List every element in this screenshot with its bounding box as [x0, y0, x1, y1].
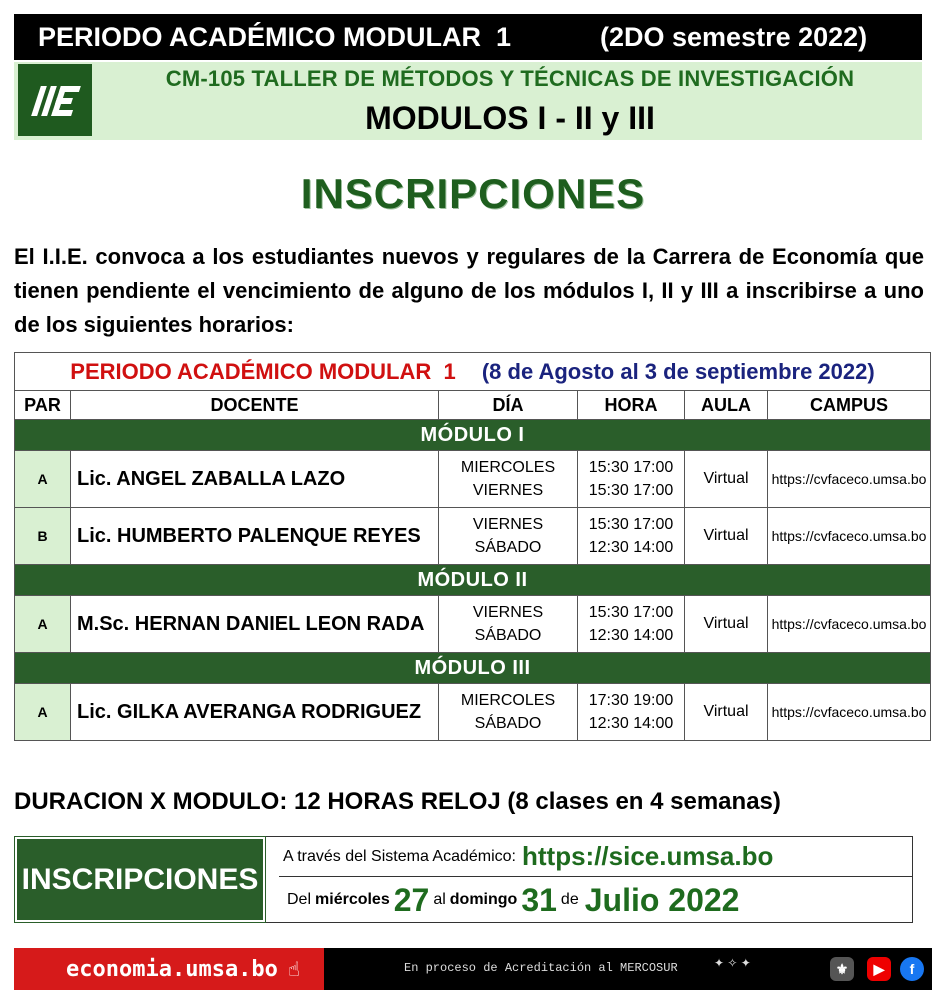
inscriptions-dates	[279, 878, 912, 922]
youtube-icon[interactable]: ▶	[867, 957, 891, 981]
intro-paragraph: El I.I.E. convoca a los estudiantes nuevos y regulares de la Carrera de Economía que tienen pendiente el vencimiento de alguno de los módulos I, II y III a inscribirse a uno de los siguientes horarios:	[14, 244, 924, 337]
docente-cell: Lic. ANGEL ZABALLA LAZO	[71, 451, 439, 508]
crest-icon: ⚜	[830, 957, 854, 981]
inscriptions-via	[279, 837, 912, 877]
col-header-campus: CAMPUS	[768, 391, 931, 420]
docente-cell: M.Sc. HERNAN DANIEL LEON RADA	[71, 596, 439, 653]
hora-1: 17:30 19:00	[588, 692, 674, 709]
via-text: A través del Sistema Académico:	[283, 847, 516, 865]
hora-cell	[578, 684, 685, 741]
module-row	[15, 420, 931, 451]
module-row	[15, 565, 931, 596]
dia-cell	[439, 508, 578, 565]
course-title: CM-105 TALLER DE MÉTODOS Y TÉCNICAS DE INVESTIGACIÓN	[165, 66, 855, 91]
campus-link[interactable]: https://cvfaceco.umsa.bo	[768, 684, 931, 741]
dia-1: VIERNES	[472, 516, 544, 533]
stars-icon: ✦ ✧ ✦	[714, 956, 751, 970]
month-year: Julio 2022	[584, 881, 740, 918]
footer	[14, 948, 932, 990]
day1-number: 27	[393, 881, 430, 918]
dia-1: VIERNES	[472, 604, 544, 621]
dia-cell	[439, 596, 578, 653]
campus-link[interactable]: https://cvfaceco.umsa.bo	[768, 451, 931, 508]
header-row	[15, 391, 931, 420]
campus-link[interactable]: https://cvfaceco.umsa.bo	[768, 596, 931, 653]
col-header-par: PAR	[15, 391, 71, 420]
hora-2: 12:30 14:00	[588, 627, 674, 644]
campus-link[interactable]: https://cvfaceco.umsa.bo	[768, 508, 931, 565]
docente-cell: Lic. GILKA AVERANGA RODRIGUEZ	[71, 684, 439, 741]
aula-cell: Virtual	[685, 596, 768, 653]
par-cell: A	[15, 451, 71, 508]
hora-2: 15:30 17:00	[588, 482, 674, 499]
hora-cell	[578, 508, 685, 565]
iie-logo-icon	[18, 64, 92, 136]
dia-2: SÁBADO	[474, 539, 542, 556]
dia-cell	[439, 684, 578, 741]
aula-cell: Virtual	[685, 451, 768, 508]
hora-cell	[578, 451, 685, 508]
hora-1: 15:30 17:00	[588, 604, 674, 621]
table-row	[15, 451, 931, 508]
day2-number: 31	[521, 881, 557, 918]
col-header-docente: DOCENTE	[71, 391, 439, 420]
de-text: de	[560, 891, 579, 908]
hora-2: 12:30 14:00	[588, 715, 674, 732]
col-header-dia: DÍA	[439, 391, 578, 420]
hora-cell	[578, 596, 685, 653]
footer-site-link[interactable]	[14, 948, 324, 990]
dia-cell	[439, 451, 578, 508]
par-cell: B	[15, 508, 71, 565]
col-header-hora: HORA	[578, 391, 685, 420]
del-text: Del	[287, 891, 312, 908]
sice-link[interactable]: https://sice.umsa.bo	[522, 841, 774, 871]
inscriptions-box	[14, 836, 913, 923]
hora-1: 15:30 17:00	[588, 459, 674, 476]
module-row	[15, 653, 931, 684]
course-header	[14, 62, 922, 140]
schedule-table	[14, 352, 931, 741]
footer-site-text: economia.umsa.bo	[66, 956, 278, 982]
module-title: MÓDULO III	[15, 653, 931, 684]
table-row	[15, 596, 931, 653]
modules-title: MODULOS I - II y III	[365, 100, 655, 136]
table-row	[15, 684, 931, 741]
duration-text: DURACION X MODULO: 12 HORAS RELOJ (8 clases en 4 semanas)	[14, 788, 781, 815]
footer-note: En proceso de Acreditación al MERCOSUR	[404, 961, 678, 975]
period-cell	[15, 353, 931, 391]
banner-period: PERIODO ACADÉMICO MODULAR 1	[38, 21, 512, 52]
par-cell: A	[15, 596, 71, 653]
hora-1: 15:30 17:00	[588, 516, 674, 533]
hand-pointer-icon: ☝	[287, 957, 300, 981]
dia-2: VIERNES	[472, 482, 544, 499]
top-banner	[14, 14, 922, 60]
period-row	[15, 353, 931, 391]
facebook-icon[interactable]: f	[900, 957, 924, 981]
col-header-aula: AULA	[685, 391, 768, 420]
period-label: PERIODO ACADÉMICO MODULAR 1	[70, 358, 456, 384]
table-row	[15, 508, 931, 565]
dia-1: MIERCOLES	[460, 692, 556, 709]
dia-2: SÁBADO	[474, 627, 542, 644]
banner-semester: (2DO semestre 2022)	[600, 21, 868, 52]
hora-2: 12:30 14:00	[588, 539, 674, 556]
aula-cell: Virtual	[685, 684, 768, 741]
dia-2: SÁBADO	[474, 715, 542, 732]
module-title: MÓDULO I	[15, 420, 931, 451]
al-text: al	[433, 891, 446, 908]
module-title: MÓDULO II	[15, 565, 931, 596]
docente-cell: Lic. HUMBERTO PALENQUE REYES	[71, 508, 439, 565]
par-cell: A	[15, 684, 71, 741]
inscriptions-label: INSCRIPCIONES	[15, 837, 265, 922]
period-dates: (8 de Agosto al 3 de septiembre 2022)	[481, 358, 875, 384]
page-title: INSCRIPCIONES	[300, 170, 646, 217]
day1-name: miércoles	[315, 891, 390, 908]
day2-name: domingo	[449, 891, 518, 908]
dia-1: MIERCOLES	[460, 459, 556, 476]
aula-cell: Virtual	[685, 508, 768, 565]
